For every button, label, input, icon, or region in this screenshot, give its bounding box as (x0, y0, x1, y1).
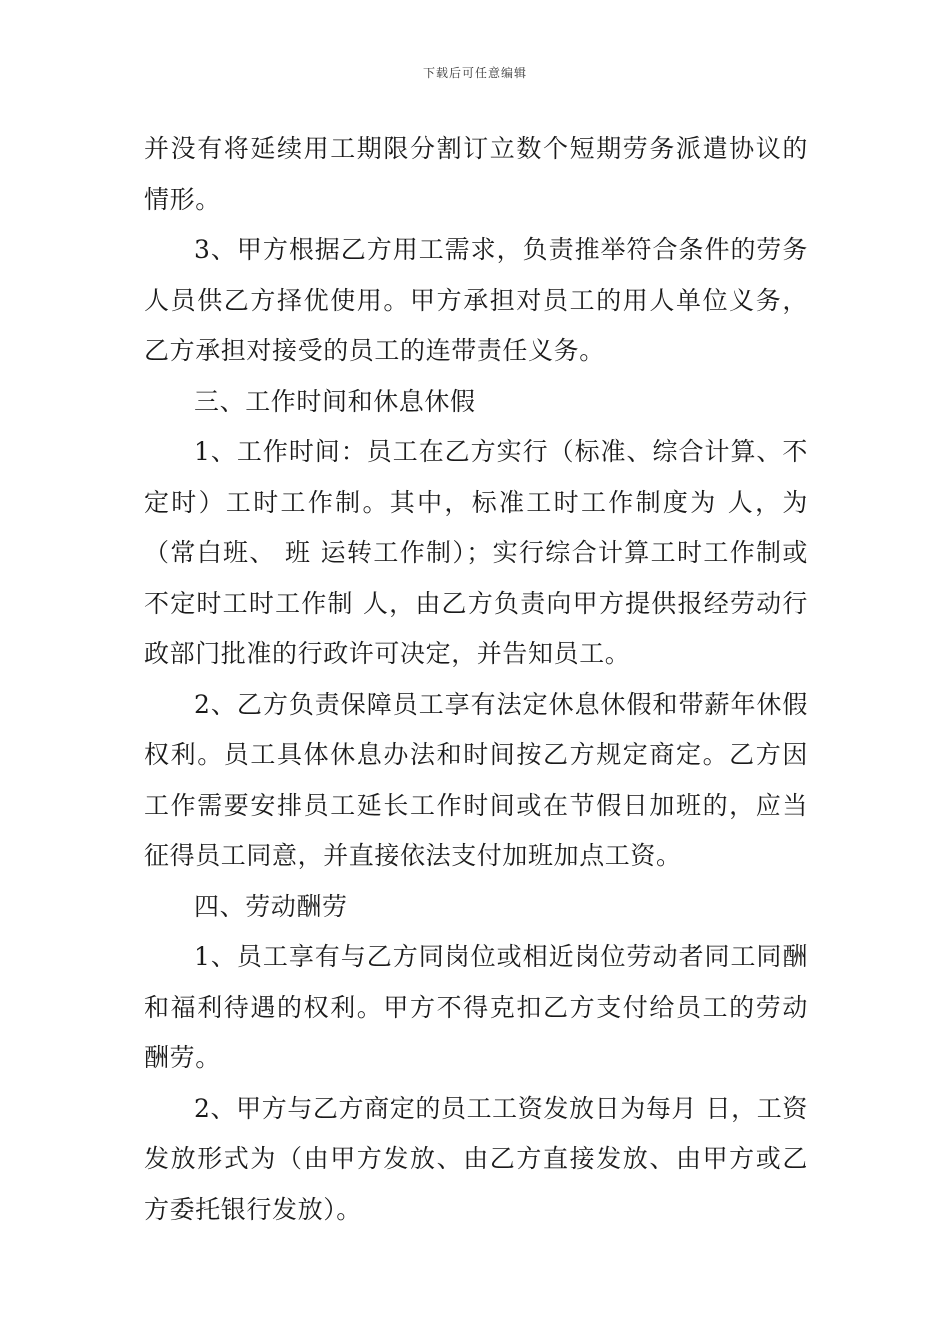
section-heading-remuneration: 四、劳动酬劳 (194, 891, 348, 921)
paragraph-work-hours-1: 1、工作时间：员工在乙方实行（标准、综合计算、不定时）工时工作制。其中，标准工时工作制度为 人，为（常白班、 班 运转工作制）；实行综合计算工时工作制或不定时工时工作制 人，由乙方负责向甲方提供报经劳动行政部门批准的行政许可决定，并告知员工。 (144, 437, 808, 668)
paragraph-equal-pay-1: 1、员工享有与乙方同岗位或相近岗位劳动者同工同酬和福利待遇的权利。甲方不得克扣乙方支付给员工的劳动酬劳。 (144, 942, 808, 1072)
paragraph-continuation: 并没有将延续用工期限分割订立数个短期劳务派遣协议的情形。 (144, 134, 808, 214)
paragraph-clause-3: 3、甲方根据乙方用工需求，负责推举符合条件的劳务人员供乙方择优使用。甲方承担对员工的用人单位义务，乙方承担对接受的员工的连带责任义务。 (144, 235, 808, 365)
page-header-note: 下载后可任意编辑 (422, 66, 527, 80)
paragraph-payday-2: 2、甲方与乙方商定的员工工资发放日为每月 日，工资发放形式为（由甲方发放、由乙方直接发放、由甲方或乙方委托银行发放）。 (144, 1093, 808, 1224)
document-body (144, 124, 808, 1235)
section-heading-work-hours: 三、工作时间和休息休假 (194, 386, 476, 416)
paragraph-rest-leave-2: 2、乙方负责保障员工享有法定休息休假和带薪年休假权利。员工具体休息办法和时间按乙方规定商定。乙方因工作需要安排员工延长工作时间或在节假日加班的，应当征得员工同意，并直接依法支付加班加点工资。 (144, 689, 808, 870)
